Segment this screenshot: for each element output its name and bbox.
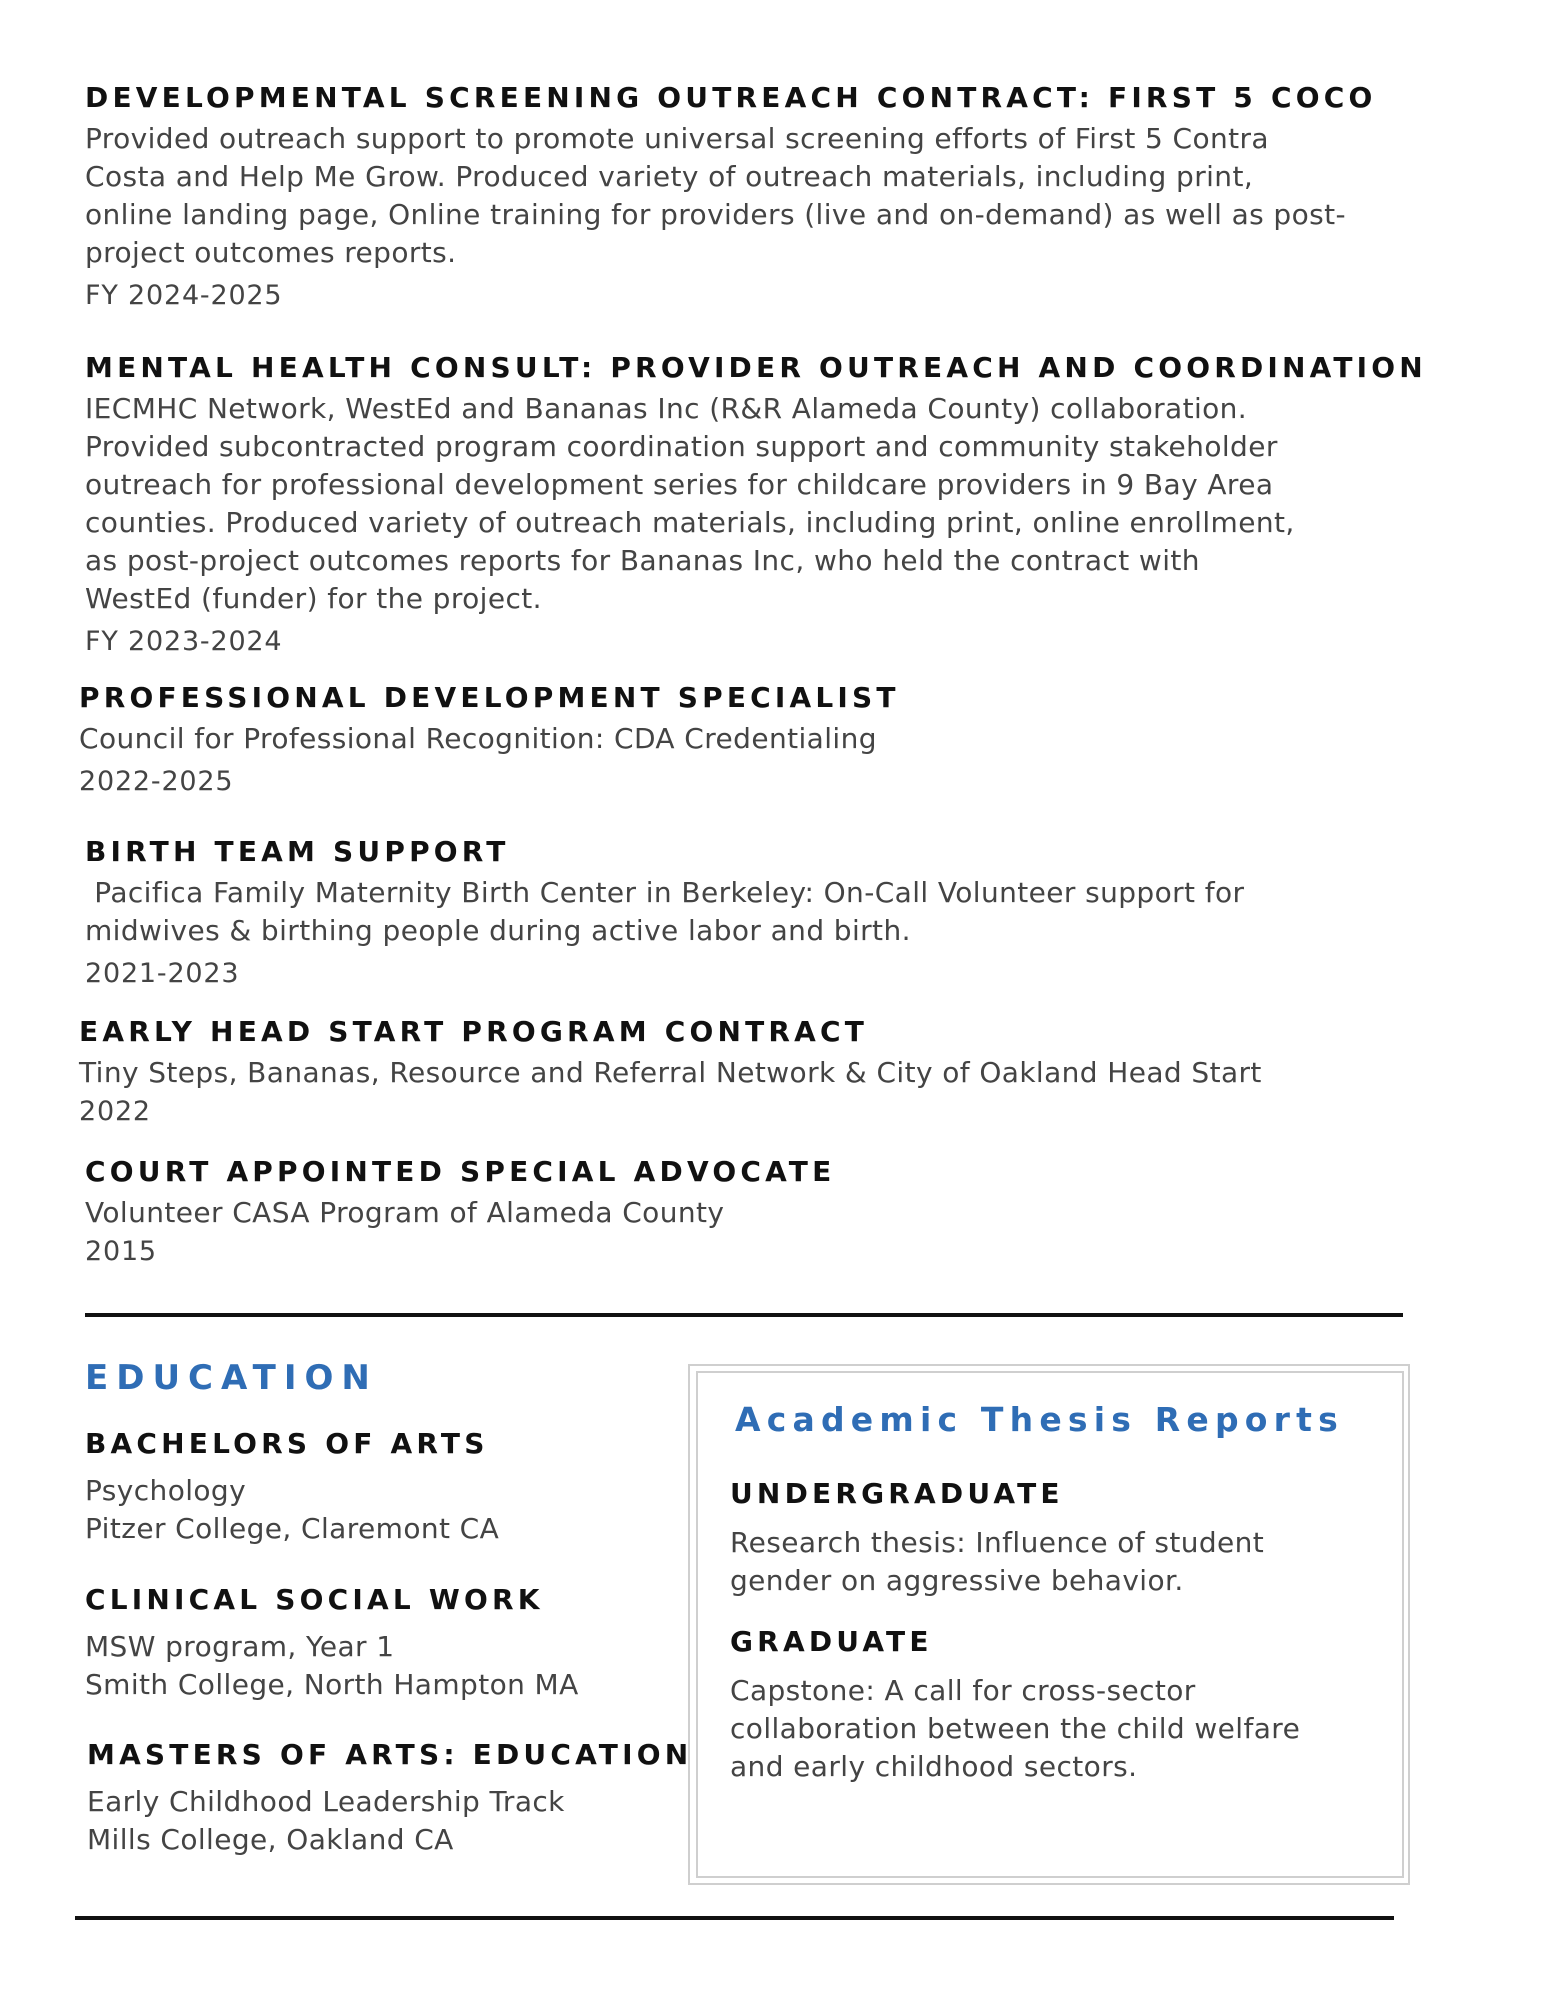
description-line: Council for Professional Recognition: CDA Credentialing (79, 722, 877, 755)
description-line: Pacifica Family Maternity Birth Center in Berkeley: On-Call Volunteer support for (85, 876, 1245, 909)
thesis-entry-undergrad (730, 1476, 1370, 1600)
entry-description (85, 390, 1427, 618)
detail-line: Early Childhood Leadership Track (87, 1785, 565, 1818)
experience-entry-head-start (79, 1014, 1262, 1130)
entry-description (85, 1194, 835, 1232)
detail-line: Psychology (85, 1474, 247, 1507)
description-line: WestEd (funder) for the project. (85, 582, 542, 615)
entry-description (85, 874, 1244, 950)
entry-date: 2021-2023 (85, 958, 240, 989)
degree-details (85, 1628, 579, 1704)
entry-title: COURT APPOINTED SPECIAL ADVOCATE (85, 1155, 836, 1188)
thesis-description (730, 1524, 1370, 1600)
entry-date: 2015 (85, 1236, 157, 1267)
entry-description (79, 720, 900, 758)
education-entry-ba (85, 1426, 499, 1548)
entry-title: PROFESSIONAL DEVELOPMENT SPECIALIST (79, 681, 900, 714)
entry-title: BIRTH TEAM SUPPORT (85, 835, 510, 868)
thesis-heading: Academic Thesis Reports (735, 1400, 1344, 1439)
detail-line: Mills College, Oakland CA (87, 1823, 454, 1856)
description-line: Tiny Steps, Bananas, Resource and Referral Network & City of Oakland Head Start (79, 1056, 1262, 1089)
entry-title: EARLY HEAD START PROGRAM CONTRACT (79, 1015, 869, 1048)
detail-line: collaboration between the child welfare (730, 1712, 1301, 1745)
entry-description (79, 1054, 1262, 1092)
section-divider (85, 1313, 1403, 1317)
experience-entry-first5 (85, 80, 1376, 314)
description-line: Costa and Help Me Grow. Produced variety of outreach materials, including print, (85, 160, 1254, 193)
experience-entry-pd-specialist (79, 680, 900, 800)
description-line: counties. Produced variety of outreach materials, including print, online enrollment, (85, 506, 1295, 539)
degree-title: BACHELORS OF ARTS (85, 1427, 489, 1460)
description-line: Provided subcontracted program coordination support and community stakeholder (85, 430, 1278, 463)
experience-entry-casa (85, 1154, 835, 1270)
thesis-entry-graduate (730, 1624, 1370, 1786)
degree-details (87, 1783, 692, 1859)
description-line: online landing page, Online training for providers (live and on-demand) as well as post- (85, 198, 1347, 231)
entry-date: 2022 (79, 1096, 151, 1127)
entry-date: 2022-2025 (79, 766, 234, 797)
detail-line: Pitzer College, Claremont CA (85, 1512, 500, 1545)
education-entry-ma (87, 1737, 692, 1859)
detail-line: gender on aggressive behavior. (730, 1564, 1184, 1597)
description-line: IECMHC Network, WestEd and Bananas Inc (R&R Alameda County) collaboration. (85, 392, 1248, 425)
degree-title: CLINICAL SOCIAL WORK (85, 1583, 544, 1616)
thesis-description (730, 1672, 1370, 1786)
thesis-level: UNDERGRADUATE (730, 1477, 1064, 1510)
detail-line: Research thesis: Influence of student (730, 1526, 1265, 1559)
description-line: project outcomes reports. (85, 236, 457, 269)
experience-entry-birth-team (85, 834, 1244, 992)
description-line: Volunteer CASA Program of Alameda County (85, 1196, 725, 1229)
experience-entry-mental-health (85, 350, 1427, 660)
description-line: as post-project outcomes reports for Bananas Inc, who held the contract with (85, 544, 1200, 577)
description-line: midwives & birthing people during active labor and birth. (85, 914, 911, 947)
entry-description (85, 120, 1376, 272)
entry-title: MENTAL HEALTH CONSULT: PROVIDER OUTREACH AND COORDINATION (85, 351, 1427, 384)
description-line: outreach for professional development series for childcare providers in 9 Bay Area (85, 468, 1274, 501)
entry-title: DEVELOPMENTAL SCREENING OUTREACH CONTRACT: FIRST 5 COCO (85, 81, 1377, 114)
detail-line: Smith College, North Hampton MA (85, 1668, 579, 1701)
education-heading: EDUCATION (85, 1358, 378, 1398)
entry-date: FY 2023-2024 (85, 626, 283, 657)
footer-divider (75, 1916, 1394, 1920)
detail-line: Capstone: A call for cross-sector (730, 1674, 1196, 1707)
detail-line: MSW program, Year 1 (85, 1630, 395, 1663)
degree-title: MASTERS OF ARTS: EDUCATION (87, 1738, 693, 1771)
description-line: Provided outreach support to promote universal screening efforts of First 5 Contra (85, 122, 1269, 155)
detail-line: and early childhood sectors. (730, 1750, 1138, 1783)
education-entry-msw (85, 1582, 579, 1704)
entry-date: FY 2024-2025 (85, 280, 283, 311)
degree-details (85, 1472, 499, 1548)
thesis-level: GRADUATE (730, 1625, 933, 1658)
